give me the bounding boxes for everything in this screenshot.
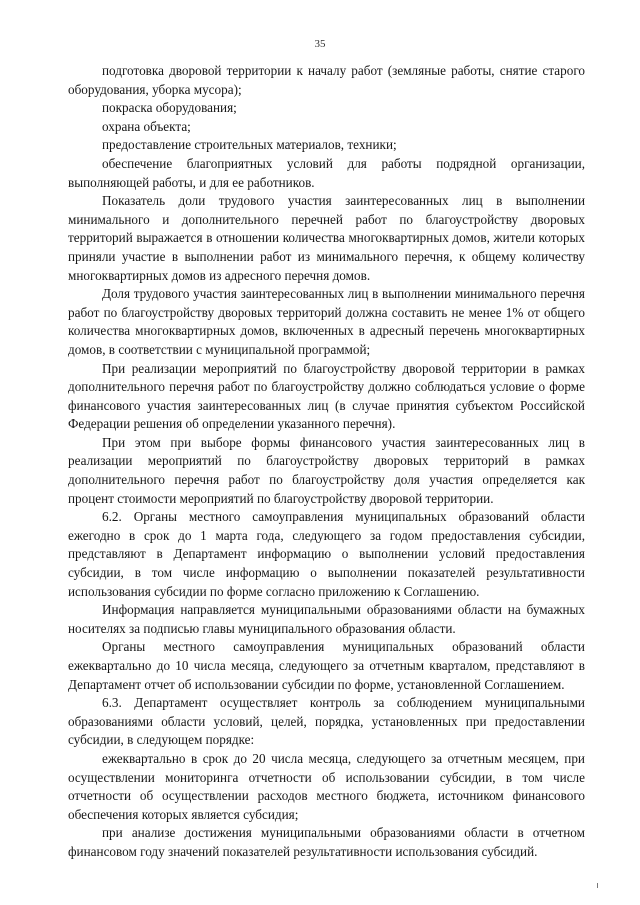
paragraph: При этом при выборе формы финансового участия заинтересованных лиц в реализации мероприятий по благоустройству дворовых территорий в рамках дополнительного перечня работ по благоустройству доля участия определяется как процент стоимости мероприятий по благоустройству дворовой территории. [68,434,585,506]
paragraph: ежеквартально в срок до 20 числа месяца, следующего за отчетным месяцем, при осуществлении мониторинга отчетности об использовании субсидии, в том числе отчетности об осуществлении расходов местного бюджета, источником финансового обеспечения которых является субсидия; [68,750,585,822]
paragraph: охрана объекта; [102,118,191,134]
paragraph: предоставление строительных материалов, техники; [102,137,397,153]
paragraph: покраска оборудования; [102,100,237,116]
paragraph: Информация направляется муниципальными образованиями области на бумажных носителях за подписью главы муниципального образования области. [68,602,585,636]
paragraph: Показатель доли трудового участия заинтересованных лиц в выполнении минимального и дополнительного перечней работ по благоустройству дворовых территорий выражается в отношении количества многоквартирных домов, жители которых приняли участие в выполнении работ из минимального перечня, к общему количеству многоквартирных домов из адресного перечня домов. [68,193,585,283]
scan-artifact [597,883,598,888]
paragraph: 6.3. Департамент осуществляет контроль за соблюдением муниципальными образованиями области условий, целей, порядка, установленных при предоставлении субсидии, в следующем порядке: [68,695,585,748]
paragraph: обеспечение благоприятных условий для работы подрядной организации, выполняющей работы, и для ее работников. [68,155,585,190]
paragraph: подготовка дворовой территории к началу работ (земляные работы, снятие старого оборудования, уборка мусора); [68,63,585,97]
document-body [68,62,585,862]
paragraph: При реализации мероприятий по благоустройству дворовой территории в рамках дополнительного перечня работ по благоустройству должно соблюдаться условие о форме финансового участия заинтересованных лиц (в случае принятия субъектом Российской Федерации решения об определении указанного перечня). [68,360,585,432]
paragraph: 6.2. Органы местного самоуправления муниципальных образований области ежегодно в срок до 1 марта года, следующего за годом предоставления субсидии, представляют в Департамент информацию о выполнении условий предоставления субсидии, в том числе информацию о выполнении показателей результативности использования субсидии по форме согласно приложению к Соглашению. [68,509,585,599]
page-number: 35 [314,38,326,50]
paragraph: при анализе достижения муниципальными образованиями области в отчетном финансовом году значений показателей результативности использования субсидий. [68,825,585,859]
paragraph: Доля трудового участия заинтересованных лиц в выполнении минимального перечня работ по благоустройству дворовых территорий должна составить не менее 1% от общего количества многоквартирных домов, включенных в адресный перечень многоквартирных домов, в соответствии с муниципальной программой; [68,286,585,357]
paragraph: Органы местного самоуправления муниципальных образований области ежеквартально до 10 числа месяца, следующего за отчетным кварталом, представляют в Департамент отчет об использовании субсидии по форме, установленной Соглашением. [68,639,585,692]
